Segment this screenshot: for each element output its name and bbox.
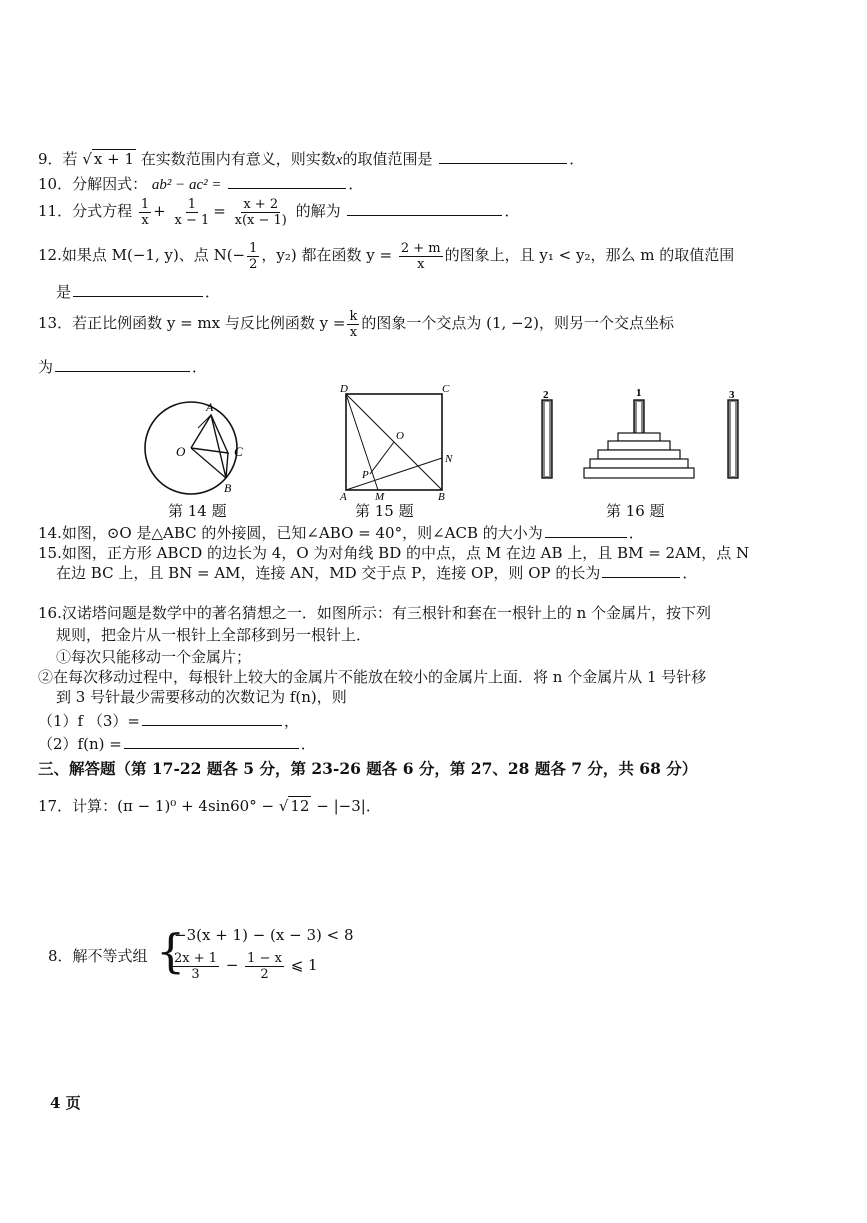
q9-answer-blank[interactable] [439,149,567,164]
q17-sqrt: √ 12 [278,797,310,815]
label-A: A [206,400,214,414]
q16-rule-1: ①每次只能移动一个金属片； [56,648,252,666]
figure-15-square-diagram [338,382,458,502]
q18-inequality-1: −3(x + 1) − (x − 3) < 8 [174,926,354,944]
question-11: 11．分式方程 $\frac{1}{x}$ + $\frac{1}{x - 1}$ = $\frac{x + 2}{x(x - 1)}$ 的解为 ． [38,196,520,228]
label-N: N [445,453,453,465]
question-17: 17．计算：(π − 1)⁰ + 4sin60° − √ 12 − |−3|． [38,797,381,815]
figure-16-hanoi-diagram [530,386,750,486]
caption-14: 第 14 题 [168,502,227,520]
disk-1 [618,433,660,441]
question-9: 9．若 √ x + 1 在实数范围内有意义，则实数x的取值范围是 ． [38,150,585,168]
peg-label-1: 1 [636,387,642,399]
label-C: C [234,444,243,459]
disk-4 [590,459,688,468]
disk-5 [584,468,694,478]
q18-fraction-2: $\frac{1 - x}{2}$ [247,950,282,982]
label-M: M [375,491,385,502]
q11-fraction-1: $\frac{1}{x}$ [140,196,150,228]
label-A: A [340,491,347,502]
question-13-line2: 为 ． [38,358,208,376]
question-14: 14.如图，⊙O 是△ABC 的外接圆，已知∠ABO = 40°，则∠ACB 的大小为 ． [38,524,644,542]
peg-2-inner [545,402,549,476]
label-B: B [438,491,445,502]
q11-answer-blank[interactable] [347,201,502,216]
peg-label-3: 3 [729,389,735,401]
disk-2 [608,441,670,450]
q9-number: 9．若 [38,150,78,168]
q16-sub-1: （1）f （3）= ， [38,712,299,730]
q16-2-answer-blank[interactable] [124,734,299,749]
q12-fraction-function: $\frac{2 + m}{x}$ [400,240,441,272]
caption-16: 第 16 题 [606,502,665,520]
question-10: 10．分解因式： ab² − ac² = ． [38,175,364,193]
system-brace: { [156,924,186,978]
label-D: D [340,383,348,395]
q16-rule-2-cont: 到 3 号针最少需要移动的次数记为 f(n)，则 [56,688,347,706]
figure-14-circle-diagram [138,398,248,498]
q9-sqrt: √ x + 1 [82,150,134,168]
q11-fraction-2: $\frac{1}{x - 1}$ [174,196,210,228]
label-P: P [362,469,369,481]
q12-answer-blank[interactable] [73,282,203,297]
q10-expression: ab² − ac² = [151,177,222,193]
label-C: C [442,383,450,395]
segment-AN [346,458,442,490]
label-B: B [224,481,232,495]
section-3-heading: 三、解答题（第 17-22 题各 5 分，第 23-26 题各 6 分，第 27、28 题各 7 分，共 68 分） [38,759,698,778]
peg-3-inner [731,402,735,476]
q18-inequality-2: $\frac{2x + 1}{3}$ − $\frac{1 - x}{2}$ ⩽ 1 [174,950,318,982]
q16-1-answer-blank[interactable] [142,711,282,726]
page-number: 4 页 [50,1094,81,1112]
triangle-AOC [191,415,228,453]
segment-OP [370,442,394,474]
q16-sub-2: （2）f(n) = ． [38,735,316,753]
q13-answer-blank[interactable] [55,357,190,372]
peg-label-2: 2 [543,389,549,401]
q15-answer-blank[interactable] [602,563,680,578]
q11-fraction-3: $\frac{x + 2}{x(x - 1)}$ [234,196,287,228]
question-16: 16.汉诺塔问题是数学中的著名猜想之一．如图所示：有三根针和套在一根针上的 n 个金属片，按下列 [38,604,712,622]
label-O: O [396,430,404,442]
question-15-line2: 在边 BC 上，且 BN = AM，连接 AN，MD 交于点 P，连接 OP，则 OP 的长为 ． [56,564,698,582]
caption-15: 第 15 题 [355,502,414,520]
question-12: 12.如果点 M(−1, y)、点 N(− $\frac{1}{2}$ ，y₂) 都在函数 y = $\frac{2 + m}{x}$ 的图象上，且 y₁ < y₂，那么 m 的取值范围 [38,240,735,272]
question-15: 15.如图，正方形 ABCD 的边长为 4，O 为对角线 BD 的中点，点 M 在边 AB 上，且 BM = 2AM，点 N [38,544,750,562]
q14-answer-blank[interactable] [545,523,627,538]
q16-rule-2: ②在每次移动过程中，每根针上较大的金属片不能放在较小的金属片上面．将 n 个金属片从 1 号针移 [38,668,707,686]
q10-answer-blank[interactable] [228,174,346,189]
question-16-line2: 规则，把金片从一根针上全部移到另一根针上． [56,626,372,644]
question-18-label: 8．解不等式组 [48,947,148,965]
q13-fraction: $\frac{k}{x}$ [349,308,358,340]
question-13: 13．若正比例函数 y = mx 与反比例函数 y = $\frac{k}{x}$ 的图象一个交点为 (1, −2)，则另一个交点坐标 [38,308,675,340]
q18-fraction-1: $\frac{2x + 1}{3}$ [174,950,218,982]
question-12-line2: 是 ． [56,283,221,301]
q12-fraction-half: $\frac{1}{2}$ [249,240,258,272]
label-O: O [176,444,186,459]
disk-3 [598,450,680,459]
